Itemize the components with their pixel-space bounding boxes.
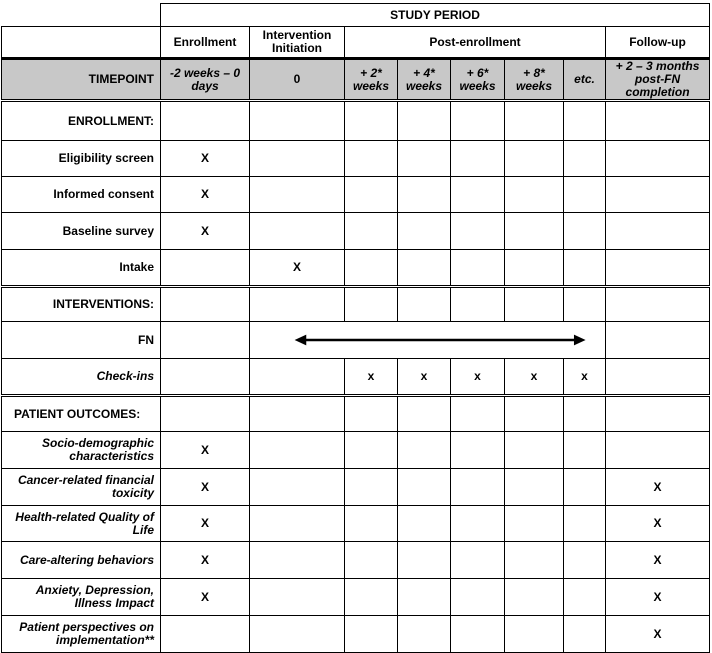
fn-label: FN [2,322,161,359]
phase-follow-up: Follow-up [606,27,710,59]
tp-initiation: 0 [250,59,345,101]
phase-label-empty [2,27,161,59]
row-perspectives [2,616,710,653]
tp-follow-up: + 2 – 3 months post-FN completion [606,59,710,101]
section-outcomes-row [2,396,710,432]
row-fintox [2,469,710,506]
tp-enrollment: -2 weeks – 0 days [161,59,250,101]
row-hrqol [2,506,710,542]
row-intake [2,250,710,287]
tp-week-6: + 6* weeks [451,59,505,101]
section-outcomes-label: PATIENT OUTCOMES: [2,396,161,432]
care-altering-label: Care-altering behaviors [2,542,161,579]
eligibility-label: Eligibility screen [2,141,161,177]
row-sociodemo [2,432,710,469]
mark-anxiety-follow-up: X [606,579,710,616]
fn-duration [250,322,606,359]
timepoint-row [2,59,710,101]
row-checkins [2,359,710,396]
mark-care-altering-enrollment: X [161,542,250,579]
fn-duration-arrow-icon [250,322,605,358]
section-interventions-row [2,287,710,322]
study-period-row [2,4,710,27]
tp-week-8: + 8* weeks [505,59,564,101]
sociodemo-label: Socio-demographic characteristics [2,432,161,469]
perspectives-label: Patient perspectives on implementation** [2,616,161,653]
spirit-schedule-table [1,3,710,653]
mark-hrqol-enrollment: X [161,506,250,542]
mark-baseline-enrollment: X [161,213,250,250]
mark-hrqol-follow-up: X [606,506,710,542]
mark-fintox-follow-up: X [606,469,710,506]
tp-week-2: + 2* weeks [345,59,398,101]
phase-enrollment: Enrollment [161,27,250,59]
row-anxiety [2,579,710,616]
row-fn [2,322,710,359]
row-eligibility [2,141,710,177]
section-interventions-label: INTERVENTIONS: [2,287,161,322]
hrqol-label: Health-related Quality of Life [2,506,161,542]
phase-intervention-initiation: Intervention Initiation [250,27,345,59]
row-care-altering [2,542,710,579]
timepoint-label: TIMEPOINT [2,59,161,101]
tp-etc: etc. [564,59,606,101]
mark-checkin-etc: x [564,359,606,396]
mark-checkin-wk8: x [505,359,564,396]
section-enrollment-label: ENROLLMENT: [2,101,161,141]
mark-checkin-wk2: x [345,359,398,396]
tp-week-4: + 4* weeks [398,59,451,101]
mark-checkin-wk4: x [398,359,451,396]
row-consent [2,177,710,213]
phase-post-enrollment: Post-enrollment [345,27,606,59]
mark-perspectives-follow-up: X [606,616,710,653]
row-baseline [2,213,710,250]
mark-consent-enrollment: X [161,177,250,213]
mark-sociodemo-enrollment: X [161,432,250,469]
mark-fintox-enrollment: X [161,469,250,506]
section-enrollment-row [2,101,710,141]
baseline-label: Baseline survey [2,213,161,250]
checkins-label: Check-ins [2,359,161,396]
consent-label: Informed consent [2,177,161,213]
phase-row [2,27,710,59]
blank-corner [2,4,161,27]
study-period-header: STUDY PERIOD [161,4,710,27]
anxiety-label: Anxiety, Depression, Illness Impact [2,579,161,616]
mark-intake-initiation: X [250,250,345,287]
mark-checkin-wk6: x [451,359,505,396]
fintox-label: Cancer-related financial toxicity [2,469,161,506]
mark-anxiety-enrollment: X [161,579,250,616]
intake-label: Intake [2,250,161,287]
mark-eligibility-enrollment: X [161,141,250,177]
mark-care-altering-follow-up: X [606,542,710,579]
